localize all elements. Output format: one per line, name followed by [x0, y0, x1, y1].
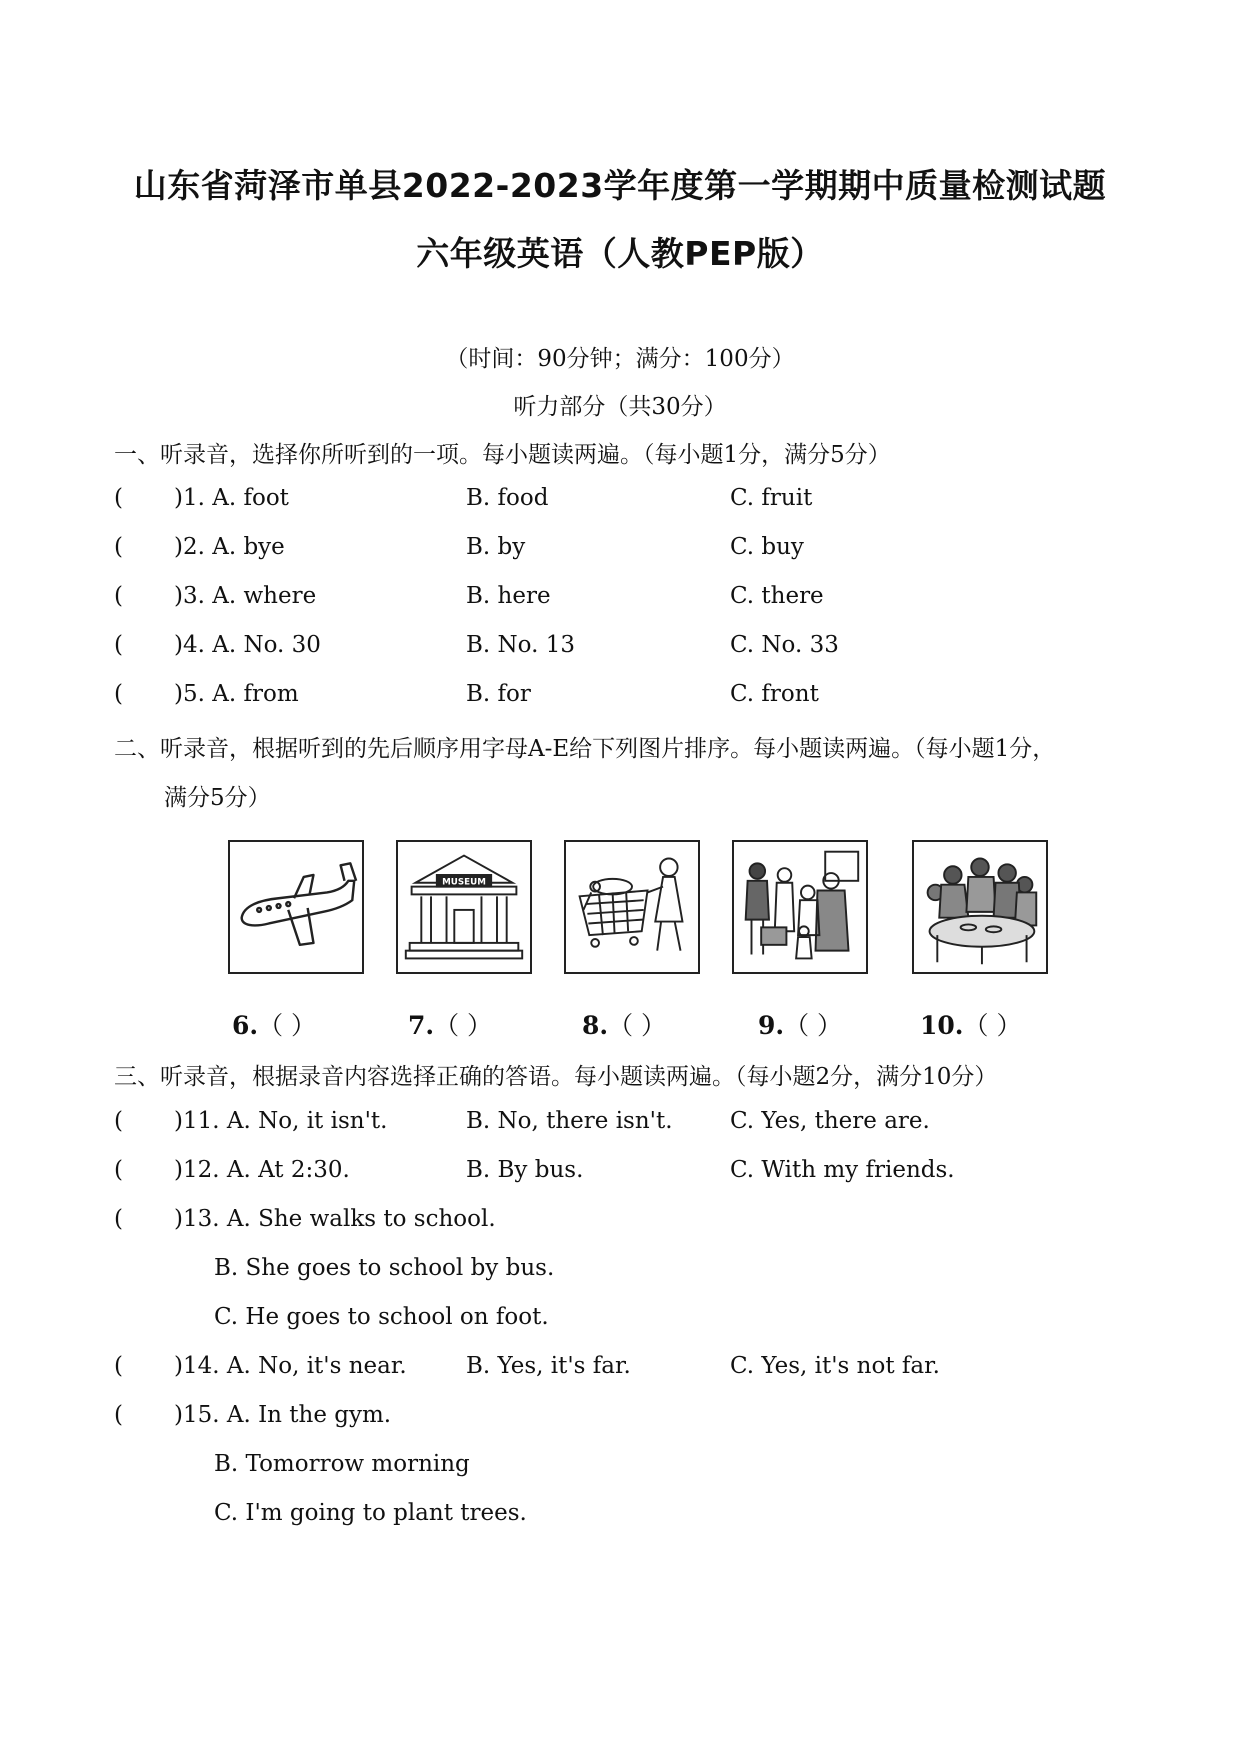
option-b: B. by — [466, 534, 526, 560]
option-c: C. there — [730, 583, 824, 609]
answer-blank[interactable]: （ ） — [963, 1011, 1022, 1040]
answer-blank[interactable]: （ ） — [784, 1011, 843, 1040]
section-3-heading: 三、听录音，根据录音内容选择正确的答语。每小题读两遍。（每小题2分，满分10分） — [114, 1064, 998, 1090]
answer-blank[interactable]: （ ） — [258, 1011, 317, 1040]
option-c: C. He goes to school on foot. — [214, 1304, 549, 1330]
picture-label-6: 6.（ ） — [232, 1011, 317, 1040]
answer-paren[interactable]: ( — [114, 1206, 123, 1232]
option-a: )12. A. At 2:30. — [174, 1157, 350, 1183]
option-b: B. No. 13 — [466, 632, 575, 658]
museum-icon — [396, 840, 532, 974]
time-info: （时间：90分钟；满分：100分） — [445, 346, 795, 372]
answer-paren[interactable]: ( — [114, 632, 123, 658]
question-row — [0, 1108, 1240, 1142]
answer-paren[interactable]: ( — [114, 534, 123, 560]
option-b: B. She goes to school by bus. — [214, 1255, 555, 1281]
listening-part-heading: 听力部分（共30分） — [513, 394, 727, 420]
picture-label-7: 7.（ ） — [408, 1011, 493, 1040]
question-row — [0, 1157, 1240, 1191]
question-row — [0, 1402, 1240, 1436]
section-2-heading: 二、听录音，根据听到的先后顺序用字母A-E给下列图片排序。每小题读两遍。（每小题1分， — [114, 736, 1056, 762]
shopping-cart-icon — [564, 840, 700, 974]
exam-title: 山东省菏泽市单县2022-2023学年度第一学期期中质量检测试题 — [133, 166, 1107, 205]
answer-blank[interactable]: （ ） — [434, 1011, 493, 1040]
option-a: )4. A. No. 30 — [174, 632, 321, 658]
option-a: )5. A. from — [174, 681, 299, 707]
question-row — [0, 1206, 1240, 1240]
answer-paren[interactable]: ( — [114, 1157, 123, 1183]
answer-paren[interactable]: ( — [114, 1108, 123, 1134]
picture-label-9: 9.（ ） — [758, 1011, 843, 1040]
option-a: )3. A. where — [174, 583, 317, 609]
option-b: B. Yes, it's far. — [466, 1353, 631, 1379]
answer-paren[interactable]: ( — [114, 681, 123, 707]
section-2-heading-cont: 满分5分） — [164, 785, 271, 811]
option-c: C. Yes, there are. — [730, 1108, 930, 1134]
option-c: C. With my friends. — [730, 1157, 955, 1183]
option-a: )11. A. No, it isn't. — [174, 1108, 388, 1134]
exam-subtitle: 六年级英语（人教PEP版） — [416, 234, 824, 273]
option-a: )13. A. She walks to school. — [174, 1206, 496, 1232]
option-a: )14. A. No, it's near. — [174, 1353, 407, 1379]
answer-paren[interactable]: ( — [114, 1353, 123, 1379]
answer-paren[interactable]: ( — [114, 485, 123, 511]
option-b: B. By bus. — [466, 1157, 584, 1183]
option-a: )1. A. foot — [174, 485, 289, 511]
question-row — [0, 1353, 1240, 1387]
question-row — [0, 583, 1240, 617]
option-c: C. I'm going to plant trees. — [214, 1500, 527, 1526]
option-c: C. fruit — [730, 485, 813, 511]
option-c: C. No. 33 — [730, 632, 839, 658]
family-visit-icon — [732, 840, 868, 974]
museum-sign-text: MUSEUM — [442, 877, 486, 888]
option-b: B. food — [466, 485, 549, 511]
question-row — [0, 485, 1240, 519]
option-b: B. Tomorrow morning — [214, 1451, 470, 1477]
picture-label-10: 10.（ ） — [920, 1011, 1022, 1040]
option-b: B. here — [466, 583, 551, 609]
picture-label-8: 8.（ ） — [582, 1011, 667, 1040]
answer-blank[interactable]: （ ） — [608, 1011, 667, 1040]
answer-paren[interactable]: ( — [114, 1402, 123, 1428]
option-c: C. Yes, it's not far. — [730, 1353, 940, 1379]
option-b: B. No, there isn't. — [466, 1108, 673, 1134]
question-row — [0, 681, 1240, 715]
option-a: )2. A. bye — [174, 534, 285, 560]
question-row — [0, 632, 1240, 666]
option-a: )15. A. In the gym. — [174, 1402, 392, 1428]
airplane-icon — [228, 840, 364, 974]
family-dinner-icon — [912, 840, 1048, 974]
answer-paren[interactable]: ( — [114, 583, 123, 609]
option-c: C. buy — [730, 534, 804, 560]
option-b: B. for — [466, 681, 531, 707]
section-1-heading: 一、听录音，选择你所听到的一项。每小题读两遍。（每小题1分，满分5分） — [114, 442, 891, 468]
option-c: C. front — [730, 681, 819, 707]
question-row — [0, 534, 1240, 568]
